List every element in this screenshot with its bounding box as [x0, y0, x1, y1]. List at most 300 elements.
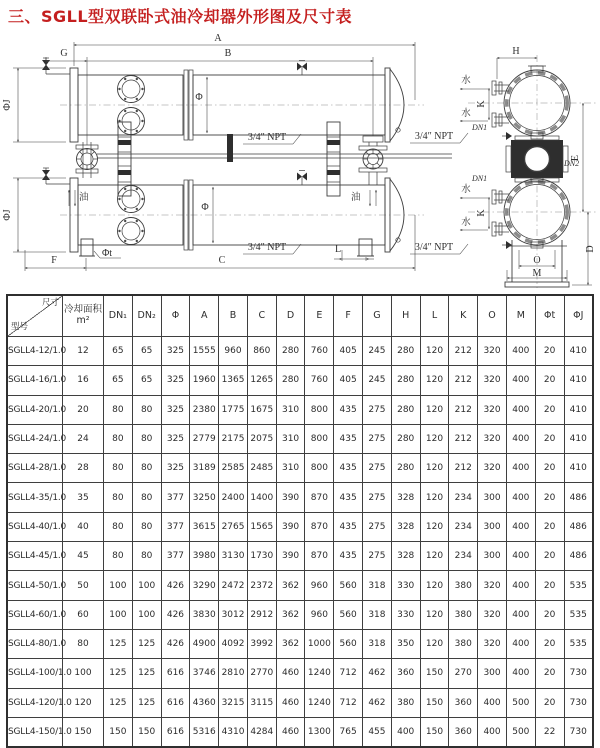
value-cell: 486 — [564, 542, 593, 571]
dim-label-phi-t: Φt — [102, 248, 113, 259]
value-cell: 22 — [535, 717, 564, 747]
value-cell: 320 — [478, 600, 507, 629]
value-cell: 150 — [420, 688, 449, 717]
corner-label-model: 型号 — [11, 322, 29, 333]
model-cell: SGLL4-12/1.0 — [7, 337, 63, 366]
dim-label-c: C — [218, 255, 226, 266]
value-cell: 80 — [132, 483, 161, 512]
column-header: ΦJ — [564, 295, 593, 337]
value-cell: 400 — [506, 512, 535, 541]
water-label: 水 — [461, 108, 471, 119]
value-cell: 3130 — [219, 542, 248, 571]
value-cell: 275 — [363, 483, 392, 512]
dim-label-g: G — [60, 48, 68, 59]
value-cell: 860 — [247, 337, 276, 366]
value-cell: 362 — [276, 600, 305, 629]
value-cell: 150 — [420, 659, 449, 688]
value-cell: 535 — [564, 629, 593, 658]
dn1-label: DN1 — [472, 123, 488, 132]
value-cell: 2372 — [247, 571, 276, 600]
value-cell: 535 — [564, 600, 593, 629]
dim-label-l: L — [334, 244, 342, 255]
value-cell: 275 — [363, 395, 392, 424]
value-cell: 760 — [305, 366, 334, 395]
value-cell: 800 — [305, 395, 334, 424]
value-cell: 330 — [391, 571, 420, 600]
value-cell: 120 — [420, 571, 449, 600]
value-cell: 760 — [305, 337, 334, 366]
value-cell: 3189 — [190, 454, 219, 483]
cooling-area-unit: m² — [76, 315, 90, 326]
drain-cock-icon — [506, 132, 512, 140]
value-cell: 280 — [391, 424, 420, 453]
value-cell: 410 — [564, 366, 593, 395]
value-cell: 80 — [132, 454, 161, 483]
value-cell: 20 — [535, 454, 564, 483]
table-row — [7, 424, 593, 453]
shell-cock-icon — [297, 61, 307, 76]
value-cell: 275 — [363, 424, 392, 453]
value-cell: 120 — [420, 483, 449, 512]
value-cell: 400 — [506, 454, 535, 483]
value-cell: 400 — [506, 571, 535, 600]
table-row — [7, 366, 593, 395]
column-header: DN₁ — [104, 295, 133, 337]
value-cell: 120 — [420, 542, 449, 571]
value-cell: 3830 — [190, 600, 219, 629]
value-cell: 150 — [420, 717, 449, 747]
table-row — [7, 571, 593, 600]
npt-label: 3/4″ NPT — [247, 132, 287, 143]
value-cell: 20 — [535, 659, 564, 688]
value-cell: 3615 — [190, 512, 219, 541]
column-header: E — [305, 295, 334, 337]
value-cell: 400 — [506, 337, 535, 366]
value-cell: 400 — [506, 659, 535, 688]
value-cell: 65 — [132, 366, 161, 395]
column-header: Φ — [161, 295, 190, 337]
value-cell: 20 — [535, 424, 564, 453]
table-row — [7, 395, 593, 424]
value-cell: 3992 — [247, 629, 276, 658]
value-cell: 1555 — [190, 337, 219, 366]
value-cell: 500 — [506, 688, 535, 717]
value-cell: 20 — [535, 337, 564, 366]
value-cell: 310 — [276, 454, 305, 483]
page-title: 三、SGLL型双联卧式油冷却器外形图及尺寸表 — [8, 7, 353, 26]
value-cell: 320 — [478, 366, 507, 395]
corner-header-cell — [7, 295, 63, 337]
value-cell: 40 — [63, 512, 104, 541]
value-cell: 318 — [363, 629, 392, 658]
value-cell: 325 — [161, 337, 190, 366]
value-cell: 800 — [305, 424, 334, 453]
value-cell: 280 — [276, 337, 305, 366]
value-cell: 120 — [63, 688, 104, 717]
value-cell: 245 — [363, 337, 392, 366]
value-cell: 410 — [564, 424, 593, 453]
model-cell: SGLL4-24/1.0 — [7, 424, 63, 453]
npt-label: 3/4″ NPT — [414, 131, 454, 142]
value-cell: 100 — [132, 600, 161, 629]
value-cell: 80 — [104, 424, 133, 453]
dn1-label: DN1 — [472, 174, 488, 183]
value-cell: 616 — [161, 659, 190, 688]
value-cell: 4092 — [219, 629, 248, 658]
value-cell: 435 — [334, 454, 363, 483]
cooling-area-label: 冷却面积 — [63, 304, 102, 316]
value-cell: 280 — [391, 395, 420, 424]
value-cell: 400 — [478, 688, 507, 717]
value-cell: 4360 — [190, 688, 219, 717]
value-cell: 870 — [305, 483, 334, 512]
dim-label-b: B — [224, 48, 232, 59]
value-cell: 320 — [478, 571, 507, 600]
value-cell: 328 — [391, 483, 420, 512]
drain-nozzle — [359, 239, 372, 256]
value-cell: 435 — [334, 483, 363, 512]
model-cell: SGLL4-35/1.0 — [7, 483, 63, 512]
model-cell: SGLL4-40/1.0 — [7, 512, 63, 541]
value-cell: 400 — [506, 629, 535, 658]
value-cell: 300 — [478, 659, 507, 688]
value-cell: 300 — [478, 483, 507, 512]
value-cell: 300 — [478, 512, 507, 541]
value-cell: 212 — [449, 395, 478, 424]
value-cell: 400 — [391, 717, 420, 747]
dim-d — [572, 212, 596, 285]
water-label: 水 — [461, 75, 471, 86]
value-cell: 426 — [161, 571, 190, 600]
value-cell: 125 — [132, 659, 161, 688]
value-cell: 400 — [506, 600, 535, 629]
value-cell: 712 — [334, 659, 363, 688]
model-cell: SGLL4-16/1.0 — [7, 366, 63, 395]
value-cell: 3290 — [190, 571, 219, 600]
cooler-cylinder-side-view — [42, 58, 424, 142]
value-cell: 2380 — [190, 395, 219, 424]
value-cell: 280 — [391, 454, 420, 483]
dim-label-phi: Φ — [201, 202, 209, 213]
value-cell: 120 — [420, 629, 449, 658]
value-cell: 500 — [506, 717, 535, 747]
npt-label: 3/4″ NPT — [414, 242, 454, 253]
column-header: H — [391, 295, 420, 337]
value-cell: 20 — [535, 542, 564, 571]
value-cell: 730 — [564, 659, 593, 688]
oil-label: 油 — [351, 192, 361, 203]
value-cell: 2779 — [190, 424, 219, 453]
value-cell: 350 — [391, 629, 420, 658]
value-cell: 400 — [506, 366, 535, 395]
value-cell: 100 — [63, 659, 104, 688]
value-cell: 24 — [63, 424, 104, 453]
value-cell: 80 — [104, 395, 133, 424]
table-row — [7, 600, 593, 629]
value-cell: 1365 — [219, 366, 248, 395]
value-cell: 320 — [478, 424, 507, 453]
table-row — [7, 512, 593, 541]
value-cell: 20 — [535, 366, 564, 395]
value-cell: 377 — [161, 512, 190, 541]
model-cell: SGLL4-80/1.0 — [7, 629, 63, 658]
value-cell: 318 — [363, 600, 392, 629]
model-cell: SGLL4-50/1.0 — [7, 571, 63, 600]
value-cell: 1960 — [190, 366, 219, 395]
value-cell: 390 — [276, 542, 305, 571]
value-cell: 400 — [478, 717, 507, 747]
value-cell: 20 — [535, 600, 564, 629]
value-cell: 35 — [63, 483, 104, 512]
end-view-circle-lower — [460, 175, 598, 249]
value-cell: 360 — [449, 688, 478, 717]
value-cell: 410 — [564, 395, 593, 424]
value-cell: 362 — [276, 571, 305, 600]
value-cell: 870 — [305, 542, 334, 571]
value-cell: 560 — [334, 629, 363, 658]
value-cell: 400 — [506, 483, 535, 512]
value-cell: 380 — [391, 688, 420, 717]
dim-label-m: M — [532, 268, 542, 279]
value-cell: 280 — [276, 366, 305, 395]
value-cell: 960 — [305, 571, 334, 600]
value-cell: 300 — [478, 542, 507, 571]
value-cell: 20 — [535, 512, 564, 541]
table-row — [7, 629, 593, 658]
value-cell: 960 — [219, 337, 248, 366]
value-cell: 4900 — [190, 629, 219, 658]
value-cell: 486 — [564, 483, 593, 512]
model-cell: SGLL4-150/1.0 — [7, 717, 63, 747]
value-cell: 2765 — [219, 512, 248, 541]
value-cell: 435 — [334, 512, 363, 541]
value-cell: 320 — [478, 454, 507, 483]
value-cell: 12 — [63, 337, 104, 366]
dim-label-d: D — [585, 245, 596, 253]
valve-assembly — [359, 136, 387, 185]
column-header: M — [506, 295, 535, 337]
value-cell: 80 — [132, 395, 161, 424]
value-cell: 4284 — [247, 717, 276, 747]
value-cell: 362 — [276, 629, 305, 658]
value-cell: 405 — [334, 366, 363, 395]
value-cell: 50 — [63, 571, 104, 600]
value-cell: 120 — [420, 366, 449, 395]
column-header: DN₂ — [132, 295, 161, 337]
column-header: B — [219, 295, 248, 337]
table-row — [7, 717, 593, 747]
value-cell: 3250 — [190, 483, 219, 512]
value-cell: 390 — [276, 483, 305, 512]
table-row — [7, 688, 593, 717]
value-cell: 65 — [132, 337, 161, 366]
cooling-area-header — [63, 295, 104, 337]
value-cell: 3012 — [219, 600, 248, 629]
model-cell: SGLL4-20/1.0 — [7, 395, 63, 424]
value-cell: 100 — [132, 571, 161, 600]
value-cell: 870 — [305, 512, 334, 541]
value-cell: 405 — [334, 337, 363, 366]
inline-valve-icon — [227, 134, 233, 162]
value-cell: 460 — [276, 717, 305, 747]
outline-drawing — [0, 30, 600, 292]
oil-label: 油 — [79, 192, 89, 203]
dim-e — [570, 103, 583, 212]
value-cell: 212 — [449, 366, 478, 395]
value-cell: 616 — [161, 688, 190, 717]
value-cell: 360 — [391, 659, 420, 688]
table-row — [7, 454, 593, 483]
npt-callout — [410, 242, 468, 254]
column-header: L — [420, 295, 449, 337]
value-cell: 462 — [363, 688, 392, 717]
value-cell: 410 — [564, 337, 593, 366]
value-cell: 275 — [363, 512, 392, 541]
value-cell: 275 — [363, 454, 392, 483]
value-cell: 2770 — [247, 659, 276, 688]
value-cell: 80 — [132, 512, 161, 541]
value-cell: 20 — [535, 483, 564, 512]
value-cell: 435 — [334, 395, 363, 424]
corner-label-size: 尺寸 — [41, 298, 59, 308]
value-cell: 1240 — [305, 659, 334, 688]
table-row — [7, 337, 593, 366]
value-cell: 325 — [161, 366, 190, 395]
value-cell: 5316 — [190, 717, 219, 747]
value-cell: 275 — [363, 542, 392, 571]
value-cell: 1240 — [305, 688, 334, 717]
value-cell: 2912 — [247, 600, 276, 629]
value-cell: 460 — [276, 688, 305, 717]
value-cell: 460 — [276, 659, 305, 688]
value-cell: 80 — [63, 629, 104, 658]
value-cell: 120 — [420, 600, 449, 629]
value-cell: 80 — [132, 542, 161, 571]
value-cell: 3980 — [190, 542, 219, 571]
value-cell: 320 — [478, 337, 507, 366]
value-cell: 325 — [161, 454, 190, 483]
value-cell: 310 — [276, 395, 305, 424]
value-cell: 16 — [63, 366, 104, 395]
value-cell: 1565 — [247, 512, 276, 541]
model-cell: SGLL4-28/1.0 — [7, 454, 63, 483]
value-cell: 318 — [363, 571, 392, 600]
column-header: K — [449, 295, 478, 337]
value-cell: 3746 — [190, 659, 219, 688]
value-cell: 150 — [132, 717, 161, 747]
value-cell: 410 — [564, 454, 593, 483]
value-cell: 380 — [449, 629, 478, 658]
value-cell: 80 — [132, 424, 161, 453]
value-cell: 125 — [132, 629, 161, 658]
value-cell: 4310 — [219, 717, 248, 747]
dim-label-f: F — [51, 255, 57, 266]
value-cell: 1265 — [247, 366, 276, 395]
value-cell: 2585 — [219, 454, 248, 483]
value-cell: 80 — [104, 454, 133, 483]
dim-label-e: E — [570, 154, 581, 162]
model-cell: SGLL4-60/1.0 — [7, 600, 63, 629]
value-cell: 400 — [506, 542, 535, 571]
dim-label-phi-j: ΦJ — [2, 99, 13, 111]
value-cell: 486 — [564, 512, 593, 541]
column-header: D — [276, 295, 305, 337]
value-cell: 2810 — [219, 659, 248, 688]
value-cell: 212 — [449, 337, 478, 366]
value-cell: 730 — [564, 717, 593, 747]
value-cell: 390 — [276, 512, 305, 541]
value-cell: 1775 — [219, 395, 248, 424]
value-cell: 125 — [104, 629, 133, 658]
npt-callout — [243, 242, 301, 254]
value-cell: 1000 — [305, 629, 334, 658]
value-cell: 377 — [161, 483, 190, 512]
dn2-label: DN2 — [564, 159, 580, 168]
value-cell: 120 — [420, 395, 449, 424]
table-row — [7, 542, 593, 571]
value-cell: 2400 — [219, 483, 248, 512]
value-cell: 2472 — [219, 571, 248, 600]
value-cell: 20 — [535, 688, 564, 717]
value-cell: 212 — [449, 454, 478, 483]
model-cell: SGLL4-100/1.0 — [7, 659, 63, 688]
column-header: C — [247, 295, 276, 337]
side-view-dimensions — [2, 33, 468, 271]
value-cell: 377 — [161, 542, 190, 571]
value-cell: 426 — [161, 600, 190, 629]
npt-callout — [410, 131, 468, 143]
value-cell: 960 — [305, 600, 334, 629]
value-cell: 125 — [132, 688, 161, 717]
value-cell: 270 — [449, 659, 478, 688]
value-cell: 280 — [391, 366, 420, 395]
value-cell: 360 — [449, 717, 478, 747]
value-cell: 60 — [63, 600, 104, 629]
value-cell: 80 — [104, 512, 133, 541]
value-cell: 1400 — [247, 483, 276, 512]
value-cell: 65 — [104, 337, 133, 366]
value-cell: 325 — [161, 395, 190, 424]
value-cell: 435 — [334, 424, 363, 453]
value-cell: 80 — [104, 542, 133, 571]
value-cell: 2175 — [219, 424, 248, 453]
column-header: A — [190, 295, 219, 337]
value-cell: 100 — [104, 600, 133, 629]
value-cell: 1300 — [305, 717, 334, 747]
table-row — [7, 659, 593, 688]
value-cell: 310 — [276, 424, 305, 453]
value-cell: 328 — [391, 512, 420, 541]
dn2-connection — [506, 136, 568, 182]
value-cell: 125 — [104, 659, 133, 688]
value-cell: 20 — [535, 395, 564, 424]
value-cell: 280 — [391, 337, 420, 366]
value-cell: 45 — [63, 542, 104, 571]
value-cell: 730 — [564, 688, 593, 717]
value-cell: 65 — [104, 366, 133, 395]
value-cell: 20 — [63, 395, 104, 424]
value-cell: 616 — [161, 717, 190, 747]
drain-nozzle — [81, 239, 93, 256]
value-cell: 120 — [420, 337, 449, 366]
dim-label-k: K — [476, 100, 487, 108]
value-cell: 150 — [63, 717, 104, 747]
value-cell: 234 — [449, 542, 478, 571]
value-cell: 712 — [334, 688, 363, 717]
value-cell: 320 — [478, 395, 507, 424]
value-cell: 560 — [334, 571, 363, 600]
model-cell: SGLL4-120/1.0 — [7, 688, 63, 717]
